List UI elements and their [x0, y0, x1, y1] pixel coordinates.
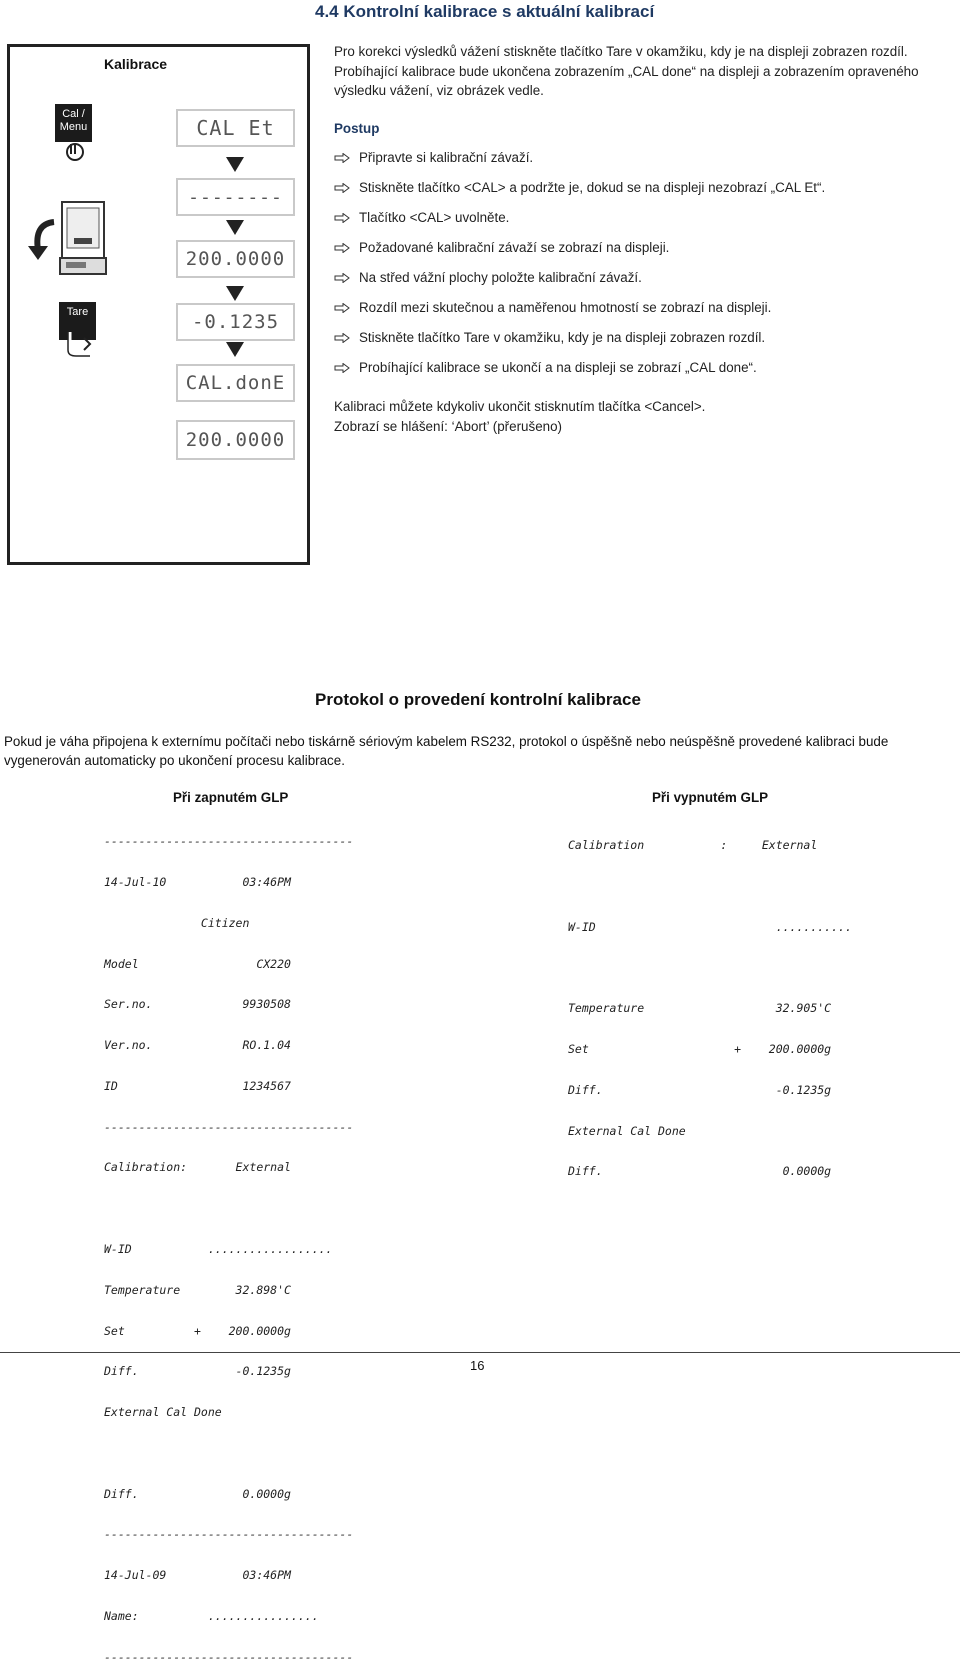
printout-line: Set + 200.0000g	[104, 1323, 291, 1338]
printout-line	[104, 1202, 353, 1216]
printout-line: ------------------------------------	[104, 1527, 354, 1542]
step-item: Požadované kalibrační závaží se zobrazí na displeji.	[334, 240, 669, 255]
balance-illustration	[58, 200, 108, 278]
intro-text: Pro korekci výsledků vážení stiskněte tlačítko Tare v okamžiku, kdy je na displeji zobrazen rozdíl. Probíhající kalibrace bude ukončena zobrazením „CAL done“ na displeji a zobrazením opraveného výsledku vážení, viz obrázek vedle.	[334, 44, 919, 98]
printout-line: 14-Jul-09 03:46PM	[104, 1568, 291, 1583]
glp-off-heading: Při vypnutém GLP	[652, 790, 769, 805]
printout-line: Diff. 0.0000g	[104, 1486, 291, 1501]
step-item: Stiskněte tlačítko <CAL> a podržte je, dokud se na displeji nezobrazí „CAL Et“.	[334, 180, 825, 195]
cal-menu-key-label: Cal / Menu	[59, 108, 88, 133]
cancel-note: Kalibraci můžete kdykoliv ukončit stisknutím tlačítka <Cancel>.	[334, 399, 706, 414]
procedure-heading: Postup	[334, 121, 380, 136]
printout-line: 14-Jul-10 03:46PM	[104, 874, 291, 889]
display-final-weight: 200.0000	[176, 420, 295, 460]
printout-line: ------------------------------------	[104, 1119, 354, 1134]
display-dashes: --------	[176, 178, 295, 216]
printout-line: Diff. 0.0000g	[568, 1164, 832, 1179]
printout-line: External Cal Done	[104, 1405, 222, 1420]
step-item: Na střed vážní plochy položte kalibrační závaží.	[334, 270, 642, 285]
printout-line: Name: ................	[104, 1609, 319, 1624]
printout-line: Ser.no. 9930508	[104, 997, 291, 1012]
hollow-arrow-icon	[334, 273, 352, 283]
hollow-arrow-icon	[334, 363, 352, 373]
step-item: Probíhající kalibrace se ukončí a na displeji se zobrazí „CAL done“.	[334, 360, 757, 375]
abort-note: Zobrazí se hlášení: ‘Abort’ (přerušeno)	[334, 419, 562, 434]
step-item: Tlačítko <CAL> uvolněte.	[334, 210, 509, 225]
protocol-paragraph: Pokud je váha připojena k externímu počítači nebo tiskárně sériovým kabelem RS232, protokol o úspěšně nebo neúspěšně provedené kalibraci bude vygenerován automaticky po ukončení procesu kalibrace.	[4, 734, 889, 768]
hollow-arrow-icon	[334, 243, 352, 253]
step-item: Rozdíl mezi skutečnou a naměřenou hmotností se zobrazí na displeji.	[334, 300, 771, 315]
printout-line: Temperature 32.905'C	[568, 1001, 832, 1016]
step-item: Stiskněte tlačítko Tare v okamžiku, kdy je na displeji zobrazen rozdíl.	[334, 330, 765, 345]
display-cal-et: CAL Et	[176, 109, 295, 147]
hollow-arrow-icon	[334, 303, 352, 313]
down-arrow-icon	[226, 157, 244, 172]
printout-line: ID 1234567	[104, 1078, 291, 1093]
printout-line: Set + 200.0000g	[568, 1042, 832, 1057]
place-weight-arrow-icon	[26, 218, 58, 262]
printout-line: Diff. -0.1235g	[568, 1082, 832, 1097]
down-arrow-icon	[226, 342, 244, 357]
glp-on-printout	[104, 808, 353, 1678]
section-title: 4.4 Kontrolní kalibrace s aktuální kalibrací	[315, 2, 655, 21]
down-arrow-icon	[226, 286, 244, 301]
printout-line	[568, 880, 852, 894]
printout-line: ------------------------------------	[104, 834, 354, 849]
page-number: 16	[470, 1358, 485, 1373]
printout-line: Citizen	[104, 915, 250, 930]
hollow-arrow-icon	[334, 213, 352, 223]
glp-on-heading: Při zapnutém GLP	[173, 790, 289, 805]
display-difference: -0.1235	[176, 303, 295, 341]
cal-menu-key	[55, 104, 92, 142]
display-cal-done: CAL.donE	[176, 364, 295, 402]
printout-line: Diff. -0.1235g	[104, 1364, 291, 1379]
calibration-label: Kalibrace	[104, 56, 168, 72]
printout-line: W-ID ..................	[104, 1242, 333, 1256]
protocol-title: Protokol o provedení kontrolní kalibrace	[315, 690, 641, 709]
printout-line: W-ID ...........	[568, 919, 852, 934]
glp-off-printout	[568, 812, 852, 1193]
tare-press-icon	[64, 328, 94, 358]
printout-line: Calibration: External	[104, 1160, 291, 1175]
footer-divider	[0, 1352, 960, 1353]
printout-line: Ver.no. RO.1.04	[104, 1038, 291, 1053]
printout-line: Temperature 32.898'C	[104, 1282, 291, 1297]
hollow-arrow-icon	[334, 153, 352, 163]
display-weight: 200.0000	[176, 240, 295, 278]
hollow-arrow-icon	[334, 333, 352, 343]
printout-line: ------------------------------------	[104, 1649, 354, 1664]
printout-line: Calibration : External	[568, 838, 818, 853]
down-arrow-icon	[226, 220, 244, 235]
hollow-arrow-icon	[334, 183, 352, 193]
finger-press-icon	[62, 140, 88, 164]
printout-line: External Cal Done	[568, 1123, 686, 1138]
printout-line	[568, 962, 852, 976]
step-item: Připravte si kalibrační závaží.	[334, 150, 533, 165]
tare-key-label: Tare	[66, 306, 89, 318]
printout-line	[104, 1447, 353, 1461]
printout-line: Model CX220	[104, 956, 291, 971]
